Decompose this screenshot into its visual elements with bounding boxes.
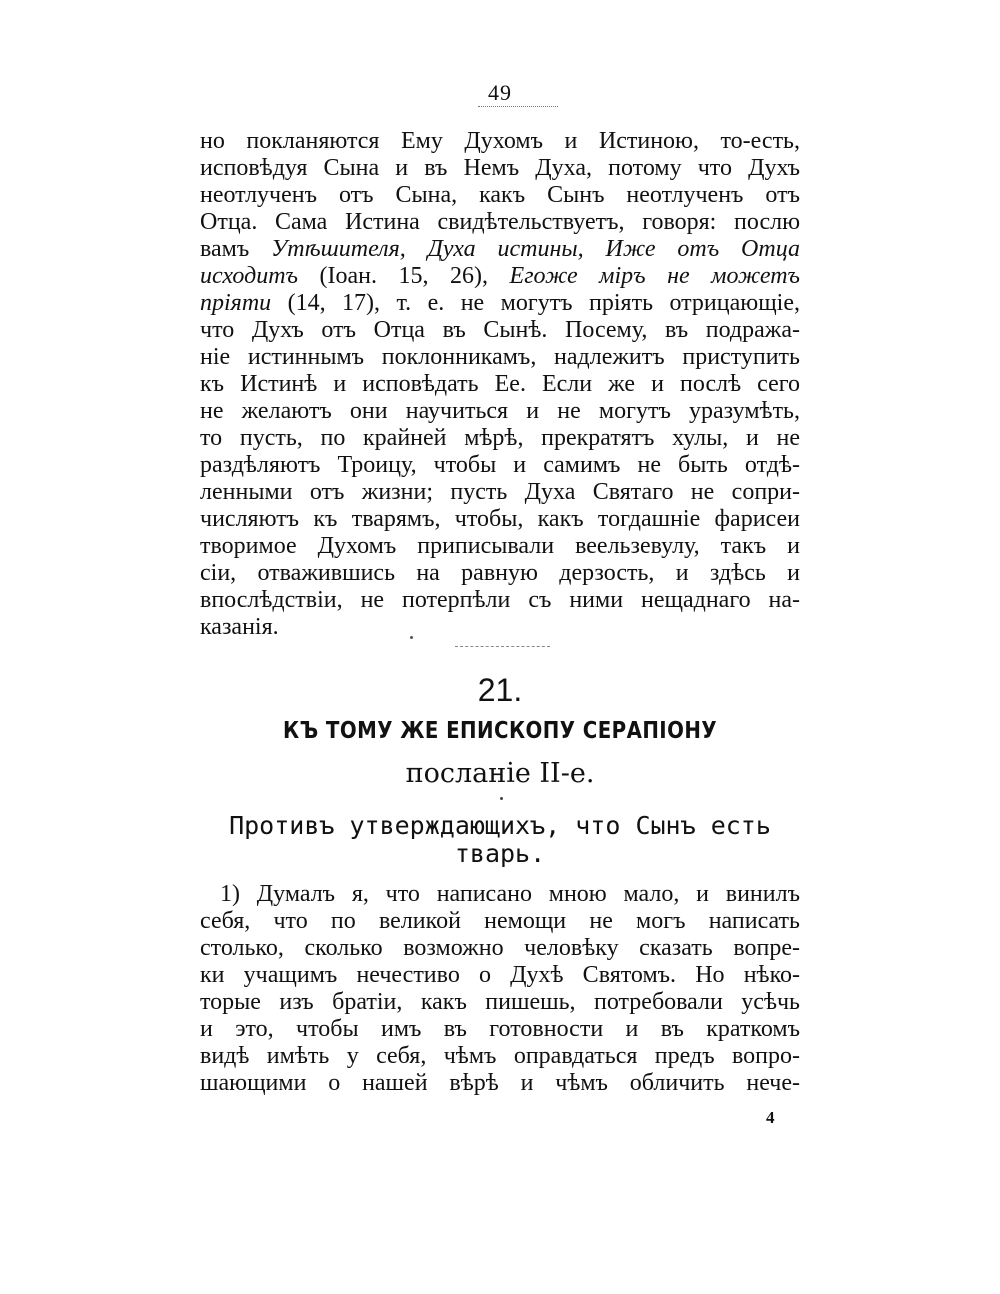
scripture-quote: Утѣшителя, Духа истины, Иже отъ Отца [271, 236, 800, 262]
paragraph-continued [200, 128, 800, 641]
text-line: впослѣдствіи, не потерпѣли съ ними нещаднаго на- [200, 587, 800, 613]
text-line: къ Истинѣ и исповѣдать Ее. Если же и послѣ сего [200, 371, 800, 397]
scripture-quote: пріяти [200, 290, 272, 316]
text-line: творимое Духомъ приписывали веельзевулу, такъ и [200, 533, 800, 559]
text-line: раздѣляютъ Троицу, чтобы и самимъ не быть отдѣ- [200, 452, 800, 478]
page-number: 49 [488, 80, 512, 105]
section-separator [455, 646, 550, 647]
page-number-rule [478, 106, 558, 107]
epistle-topic [180, 812, 820, 868]
text-line: шающими о нашей вѣрѣ и чѣмъ обличить нече- [200, 1070, 800, 1096]
text-line: и это, чтобы имъ въ готовности и въ краткомъ [200, 1016, 800, 1042]
text-line: ки учащимъ нечестиво о Духѣ Святомъ. Но нѣко- [200, 962, 800, 988]
topic-line: Противъ утверждающихъ, что Сынъ есть [229, 811, 771, 840]
scripture-quote: Егоже міръ не можетъ [509, 263, 800, 289]
text-line: 1) Думалъ я, что написано мною мало, и винилъ [220, 881, 800, 907]
ornament-dot [500, 797, 503, 800]
text-line: неотлученъ отъ Сына, какъ Сынъ неотлученъ отъ [200, 182, 800, 208]
text-line: ленными отъ жизни; пусть Духа Святаго не сопри- [200, 479, 800, 505]
section-number: 21. [477, 672, 523, 708]
scripture-quote: исходитъ [200, 263, 299, 289]
paragraph-1 [200, 881, 800, 1097]
text-line: ніе истиннымъ поклонникамъ, надлежитъ приступить [200, 344, 800, 370]
text-line: то пусть, по крайней мѣрѣ, прекратятъ хулы, и не [200, 425, 800, 451]
text-line: исходитъ (Іоан. 15, 26), Егоже міръ не можетъ [200, 263, 800, 289]
text-line: вамъ Утѣшителя, Духа истины, Иже отъ Отца [200, 236, 800, 262]
epistle-subtitle: посланіе II-е. [405, 758, 595, 789]
ornament-dot [410, 636, 413, 639]
text-line: торые изъ братіи, какъ пишешь, потребовали усѣчь [200, 989, 800, 1015]
text-line: что Духъ отъ Отца въ Сынѣ. Посему, въ подража- [200, 317, 800, 343]
text-line: видѣ имѣть у себя, чѣмъ оправдаться предъ вопро- [200, 1043, 800, 1069]
text-line: числяютъ къ тварямъ, чтобы, какъ тогдашніе фарисеи [200, 506, 800, 532]
text-line: Отца. Сама Истина свидѣтельствуетъ, говоря: послю [200, 209, 800, 235]
topic-line: тварь. [454, 839, 546, 868]
text-line: но покланяются Ему Духомъ и Истиною, то-есть, [200, 128, 800, 154]
printer-signature-mark: 4 [766, 1108, 775, 1127]
text-line: себя, что по великой немощи не могъ написать [200, 908, 800, 934]
text-line: исповѣдуя Сына и въ Немъ Духа, потому что Духъ [200, 155, 800, 181]
text-line: казанія. [200, 614, 279, 640]
section-heading: КЪ ТОМУ ЖЕ ЕПИСКОПУ СЕРАПІОНУ [282, 718, 718, 744]
text-line: сіи, отважившись на равную дерзость, и здѣсь и [200, 560, 800, 586]
text-line: не желаютъ они научиться и не могутъ уразумѣть, [200, 398, 800, 424]
text-line: пріяти (14, 17), т. е. не могутъ пріять отрицающіе, [200, 290, 800, 316]
text-line: столько, сколько возможно человѣку сказать вопре- [200, 935, 800, 961]
